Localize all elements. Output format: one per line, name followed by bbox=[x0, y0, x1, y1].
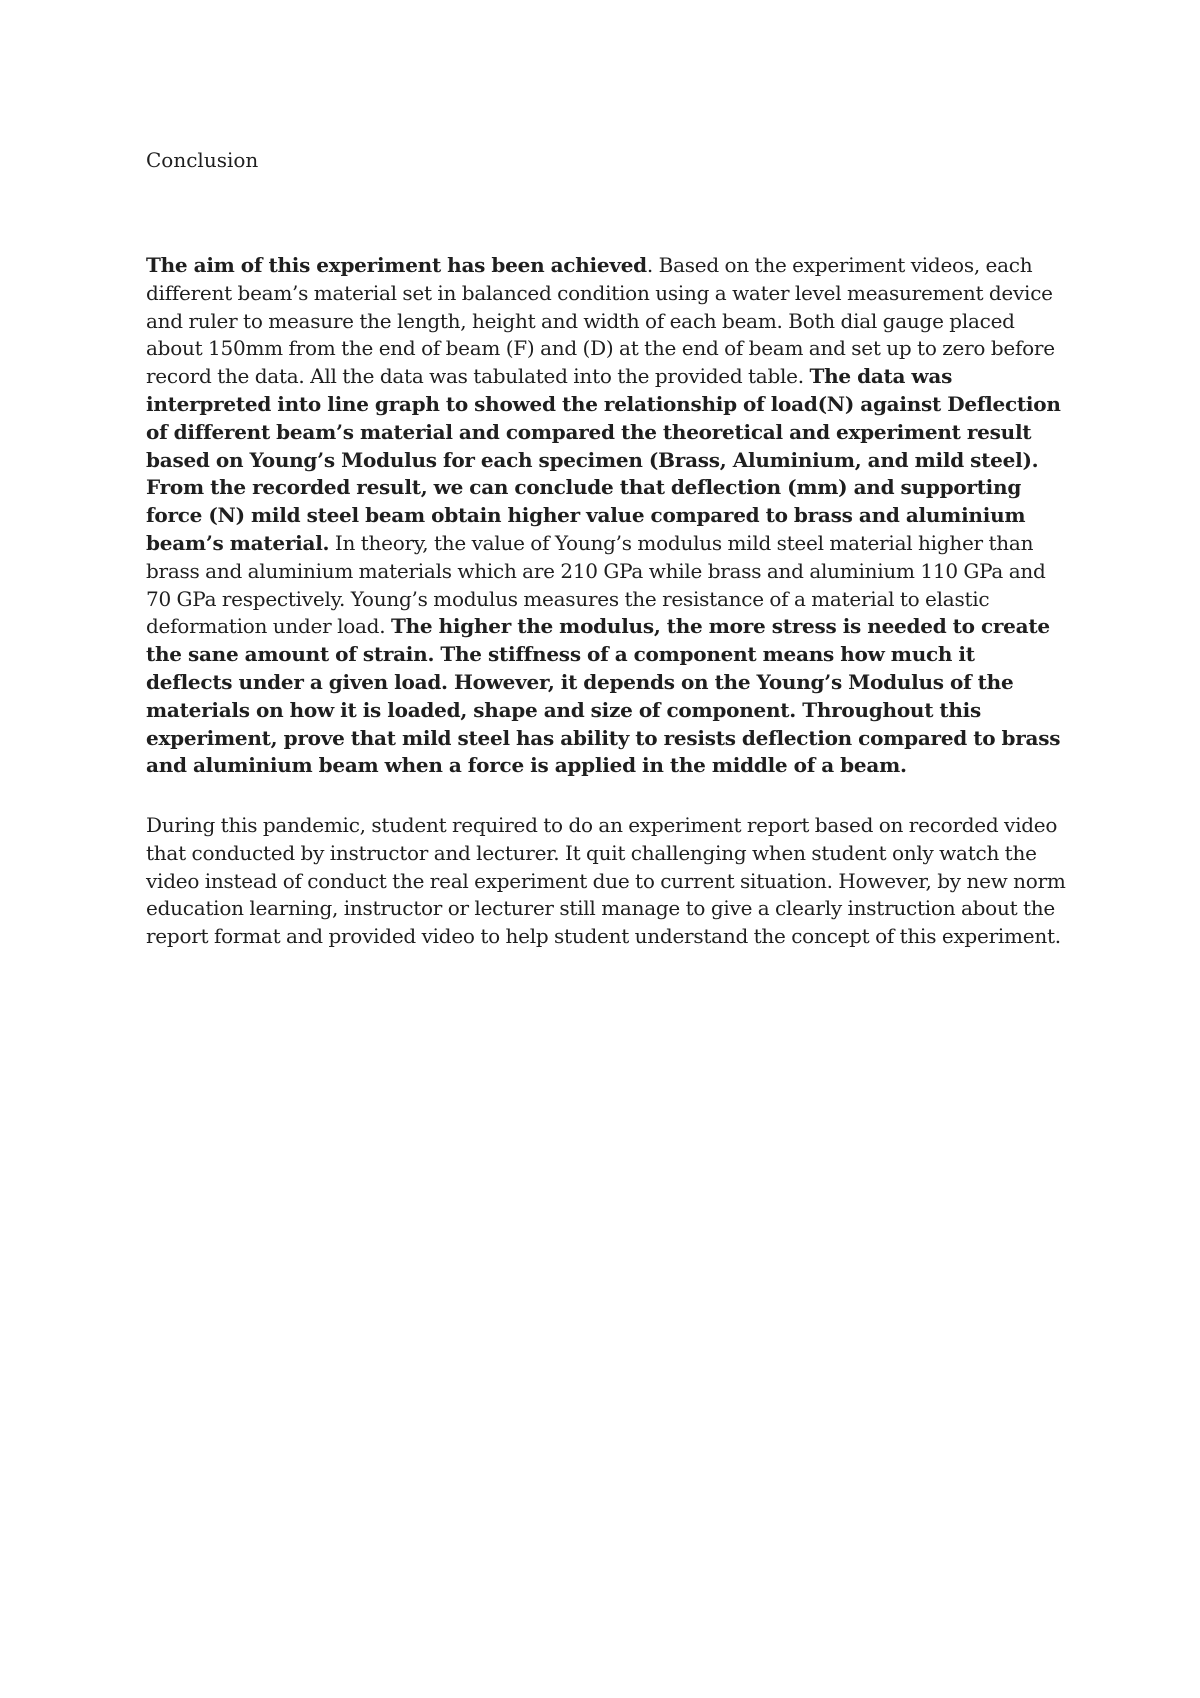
text-run: . Based on the experiment videos, each different beam’s material set in balanced condition using a water level measurement device and ruler to measure the length, height and width of each beam. Both dial gauge placed about 150mm from the end of beam (F) and (D) at the end of beam and set up to zero before record the data. All the data was tabulated into the provided table. bbox=[146, 253, 1055, 389]
text-run: The aim of this experiment has been achieved bbox=[146, 253, 647, 277]
conclusion-paragraph bbox=[146, 252, 1066, 780]
reflection-paragraph: During this pandemic, student required to do an experiment report based on recorded video that conducted by instructor and lecturer. It quit challenging when student only watch the video instead of conduct the real experiment due to current situation. However, by new norm education learning, instructor or lecturer still manage to give a clearly instruction about the report format and provided video to help student understand the concept of this experiment. bbox=[146, 813, 1066, 949]
text-run: The data was interpreted into line graph to showed the relationship of load(N) against Deflection of different beam’s material and compared the theoretical and experiment result based on Young’s Modulus for each specimen (Brass, Aluminium, and mild steel). From the recorded result, we can conclude that deflection (mm) and supporting force (N) mild steel beam obtain higher value compared to brass and aluminium beam’s material. bbox=[146, 364, 1061, 555]
page-title: Conclusion bbox=[146, 148, 259, 172]
text-run: The higher the modulus, the more stress is needed to create the sane amount of strain. The stiffness of a component means how much it deflects under a given load. However, it depends on the Young’s Modulus of the materials on how it is loaded, shape and size of component. Throughout this experiment, prove that mild steel has ability to resists deflection compared to brass and aluminium beam when a force is applied in the middle of a beam. bbox=[146, 614, 1061, 778]
text-run: In theory, the value of Young’s modulus mild steel material higher than brass and aluminium materials which are 210 GPa while brass and aluminium 110 GPa and 70 GPa respectively. Young’s modulus measures the resistance of a material to elastic deformation under load. bbox=[146, 530, 1046, 639]
